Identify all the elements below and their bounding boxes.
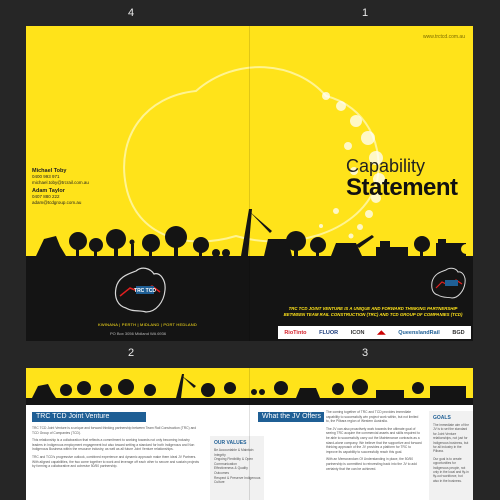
contact-email: michael.toby@trcrail.com.au	[32, 180, 89, 185]
icon-logo: ICON	[350, 329, 365, 336]
fluor-logo: FLUOR	[319, 329, 339, 336]
towns-list: KWINANA | PERTH | MIDLAND | PORT HEDLAND	[98, 322, 197, 327]
queenslandrail-logo: QueenslandRail	[398, 329, 440, 336]
po-box: PO Box 3056 Midland WA 6936	[110, 331, 167, 336]
list-item: Culture	[214, 480, 225, 485]
section-heading: TRC TCD Joint Venture	[32, 412, 146, 422]
australia-map-logo-small	[428, 264, 468, 302]
list-item: Respect & Preserve Indigenous	[214, 475, 261, 480]
list-item: Outcomes	[214, 470, 230, 475]
goals-box	[429, 411, 473, 500]
goals-title: GOALS	[433, 415, 451, 421]
body-text	[32, 426, 200, 469]
body-text	[326, 410, 422, 471]
list-item: Ongoing Flexibility & Open	[214, 457, 254, 462]
list-item: Be Accountable & Maintain	[214, 448, 254, 452]
page-number: 4	[127, 7, 135, 19]
paragraph: Our goal is to create opportunities for Indigenous people, not only in the local and fly-in fly-out workforce, but also in the business.	[433, 456, 469, 483]
paragraph: The immediate aim of the JV is to set the standard for Joint Venture relationships, not just for Indigenous business, but for all industry in the Pilbara.	[433, 423, 469, 454]
paragraph: TRC TCD Joint Venture is a unique and forward thinking partnership between Team Rail Construction (TRC) and TCD Group of Companies (TCD).	[32, 426, 197, 435]
page-fold	[249, 368, 250, 500]
contact-name: Adam Taylor	[32, 188, 65, 194]
page-fold	[249, 26, 250, 341]
riotinto-logo: RioTinto	[284, 329, 307, 336]
inside-spread	[26, 368, 473, 500]
values-title: OUR VALUES	[214, 440, 247, 446]
contact-name: Michael Toby	[32, 168, 67, 174]
contact-email: adam@tcdgroup.com.au	[32, 200, 82, 205]
page-number: 3	[361, 347, 369, 359]
australia-map-logo	[110, 262, 170, 318]
values-box	[210, 436, 264, 500]
client-logos	[278, 326, 471, 339]
title-capability: Capability	[346, 156, 426, 176]
cover-spread	[26, 26, 473, 341]
logo-text: TRC TCD	[134, 288, 156, 294]
page-number: 2	[127, 347, 135, 359]
paragraph: The JV can also proactively work towards the ultimate goal of seeing TRC acquire the commercial assets and skills required to be able to successfully carry out the Maintenance contracts as a stand-alone company. We believe that the supportive and forward thinking approach of the JV provides a platform for TRC to improve its capability to successfully reach this goal.	[326, 426, 422, 454]
paragraph: TRC and TCD's progressive outlook, combined experience and dynamic approach make them ideal JV Partners. With aligned capabilities, the two come together to work and leverage off each other to secure and sustain projects by forming a collaborative and cohesive 50/50 partnership.	[32, 454, 200, 469]
title-statement: Statement	[346, 174, 458, 201]
contact-block	[32, 168, 89, 186]
values-list	[210, 448, 264, 485]
paragraph: The coming together of TRC and TCD provides immediate capability to successfully win project work within, but not limited to, the Pilbara region of Western Australia.	[326, 410, 419, 424]
bgd-logo: BGD	[452, 329, 465, 336]
contact-phone: 0407 880 222	[32, 194, 60, 199]
page-number: 1	[361, 7, 369, 19]
paragraph: This relationship is a collaboration that reflects a commitment to working towards not only becoming industry leaders in Indigenous employment engagement but also toward setting a standard for both Indigenous and Non Indigenous Business within the resource industry, as well as all future Joint Venture relationships.	[32, 438, 195, 452]
list-item: Communication	[214, 461, 237, 466]
client-logo: ◢◣	[377, 329, 386, 336]
list-item: Integrity	[214, 452, 226, 457]
section-heading: What the JV Offers	[258, 412, 324, 422]
paragraph: With an Memorandum Of Understanding in place, the 50/50 partnership is committed to reinvesting back into the JV to add certainty that the can be achieved.	[326, 457, 417, 471]
website-text: www.trctcd.com.au	[423, 34, 465, 40]
contact-phone: 0400 993 971	[32, 174, 60, 179]
list-item: Effectiveness & Quality	[214, 466, 248, 471]
jv-statement: TRC TCD JOINT VENTURE IS A UNIQUE AND FORWARD THINKING PARTNERSHIP BETWEEN TEAM RAIL CONSTRUCTION (TRC) AND TCD GROUP OF COMPANIES (TCD)	[283, 306, 463, 317]
